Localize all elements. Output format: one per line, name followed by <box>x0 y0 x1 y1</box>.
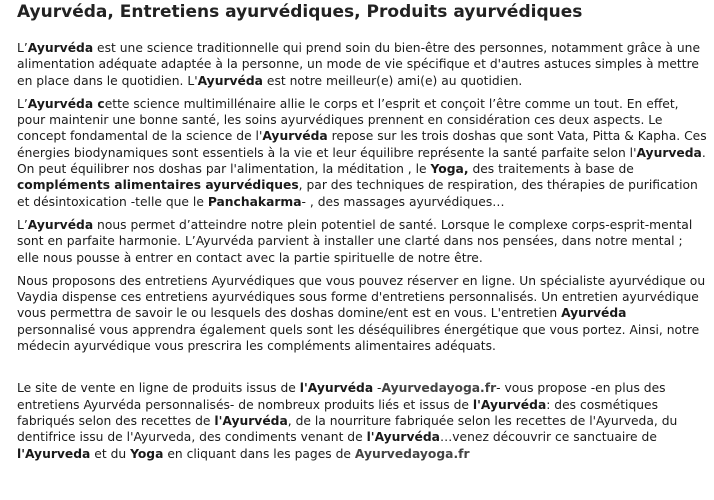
text: : des cosmétiques fabriqués selon des recettes de <box>17 397 659 428</box>
keyword: Ayurveda <box>636 145 702 160</box>
text: ette science multimillénaire allie le corps et l’esprit et conçoit l’être comme un tout. En effet, pour maintenir une bonne santé, les soins ayurvédiques prennent en considération ces deux aspects. Le concept fondamental de la science de l' <box>17 96 679 144</box>
keyword: Ayurvéda <box>27 217 94 232</box>
text: Le site de vente en ligne de produits issus de <box>17 381 300 396</box>
paragraph-potential <box>17 217 707 266</box>
keyword: Ayurvéda c <box>27 96 105 111</box>
site-link[interactable]: Ayurvedayoga.fr <box>381 381 497 396</box>
text: . On peut équilibrer nos doshas par l'alimentation, la méditation , le <box>17 145 706 177</box>
text: - , des massages ayurvédiques… <box>301 194 505 209</box>
text: - <box>373 381 382 396</box>
keyword: Ayurvéda <box>27 41 94 55</box>
text: , de la nourriture fabriquée selon les recettes de l'Ayurveda, du dentifrice issu de l'Ayurveda, des condiments venant de <box>17 413 678 445</box>
keyword: l'Ayurveda <box>17 446 91 461</box>
text: Nous proposons des entretiens Ayurvédiques que vous pouvez réserver en ligne. Un spécialiste ayurvédique ou Vaydia dispense ces entretiens ayurvédiques sous forme d'entretiens personnalisés. Un entretien ayurvédique vous permettra de savoir le ou lesquels des doshas domine/ent est en vous. L'entretien <box>17 273 706 321</box>
text: et du <box>90 446 131 461</box>
keyword: Yoga, <box>430 162 469 177</box>
keyword: compléments alimentaires ayurvédiques <box>17 178 299 193</box>
keyword: l'Ayurvéda <box>472 397 547 412</box>
paragraph-doshas <box>17 96 707 210</box>
article-body <box>17 40 707 469</box>
text: est une science traditionnelle qui prend soin du bien-être des personnes, notamment grâce à une alimentation adéquate adaptée à la personne, un mode de vie spécifique et d'autres astuces simples à mettre en place dans le quotidien. L' <box>17 41 701 88</box>
text: …venez découvrir ce sanctuaire de <box>439 430 657 445</box>
text: personnalisé vous apprendra également quels sont les déséquilibres énergétique que vous portez. Ainsi, notre médecin ayurvédique vous prescrira les compléments alimentaires adéquats. <box>17 322 700 354</box>
keyword: Ayurvéda <box>197 73 263 88</box>
text: , par des techniques de respiration, des thérapies de purification et désintoxication -telle que le <box>17 178 698 209</box>
text: L’ <box>17 41 28 55</box>
keyword: l'Ayurvéda <box>366 430 440 445</box>
keyword: l'Ayurvéda <box>299 381 374 396</box>
text: L’ <box>17 217 28 232</box>
page-title: Ayurvéda, Entretiens ayurvédiques, Produits ayurvédiques <box>17 2 583 22</box>
text: repose sur les trois doshas que sont Vata, Pitta & Kapha. Ces énergies biodynamiques sont essentiels à la vie et leur équilibre représente la santé parfaite selon l' <box>17 129 707 160</box>
text: en cliquant dans les pages de <box>163 446 355 461</box>
keyword: l'Ayurvéda <box>214 413 288 428</box>
paragraph-boutique <box>17 380 707 461</box>
text: nous permet d’atteindre notre plein potentiel de santé. Lorsque le complexe corps-esprit-mental sont en parfaite harmonie. L’Ayurvéda parvient à installer une clarté dans nos pensées, dans notre mental ; elle nous pousse à entrer en contact avec la partie spirituelle de notre être. <box>17 217 693 265</box>
text: - vous propose -en plus des entretiens Ayurvéda personnalisés- de nombreux produits liés et issus de <box>17 381 666 412</box>
keyword: Panchakarma <box>207 194 302 209</box>
text: L’ <box>17 96 28 111</box>
keyword: Yoga <box>130 446 164 461</box>
keyword: Ayurvéda <box>561 306 627 321</box>
site-link[interactable]: Ayurvedayoga.fr <box>354 446 470 461</box>
paragraph-intro <box>17 40 707 89</box>
keyword: Ayurvéda <box>262 129 328 144</box>
text: est notre meilleur(e) ami(e) au quotidien. <box>262 73 523 88</box>
paragraph-entretiens <box>17 273 707 354</box>
text: des traitements à base de <box>468 162 634 177</box>
